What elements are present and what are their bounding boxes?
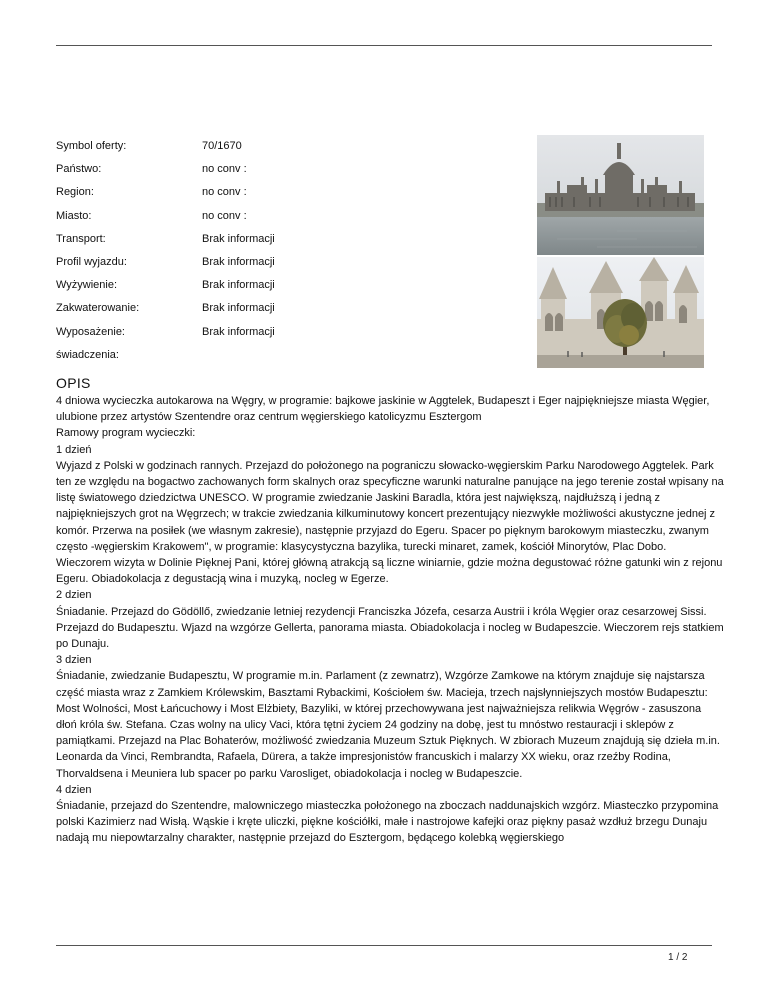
info-value: Brak informacji [202, 255, 275, 268]
info-label: Region: [56, 186, 94, 199]
info-row [56, 255, 516, 278]
paragraph: Śniadanie, zwiedzanie Budapesztu, W programie m.in. Parlament (z zewnatrz), Wzgórze Zamkowe na którym znajduje się najstarsza część miasta wraz z Zamkiem Królewskim, Basztami Rybackimi, Kościołem św. Macieja, trzech najsłynniejszych mostów Budapesztu: Most Wolności, Most Łańcuchowy i Most Elżbiety, Bazyliki, w której przechowywana jest najważniejsza relikwia Węgrów - zasuszona dłoń króla św. Stefana. Czas wolny na ulicy Vaci, która tętni życiem 24 godziny na dobę, jest tu mnóstwo restauracji i sklepów z pamiątkami. Przejazd na Plac Bohaterów, możliwość zwiedzania Muzeum Sztuk Pięknych. W zbiorach Muzeum znajdują się dzieła m.in. Leonarda da Vinci, Rembrandta, Rafaela, Dürera, a także impresjonistów francuskich i malarzy XX wieku, oraz rzeźby Rodina, Thorvaldsena i Meuniera lub spacer po parku Varosliget, obiadokolacja i nocleg w Budapeszcie. [56, 670, 720, 780]
info-label: Miasto: [56, 209, 92, 222]
info-label: Zakwaterowanie: [56, 302, 140, 315]
parliament-photo [537, 135, 704, 255]
info-label: Profil wyjazdu: [56, 255, 127, 268]
day-heading: 1 dzień [56, 443, 92, 456]
info-row [56, 348, 516, 371]
day-heading: 4 dzien [56, 783, 92, 796]
info-row [56, 301, 516, 324]
info-row [56, 185, 516, 208]
info-label: świadczenia: [56, 348, 119, 361]
info-label: Wyżywienie: [56, 279, 118, 292]
offer-info-table [56, 139, 516, 371]
info-value: Brak informacji [202, 302, 275, 315]
info-row [56, 232, 516, 255]
info-row [56, 209, 516, 232]
info-value: Brak informacji [202, 279, 275, 292]
info-label: Państwo: [56, 163, 102, 176]
day-heading: 2 dzien [56, 589, 92, 602]
section-heading: OPIS [56, 375, 91, 391]
info-value: no conv : [202, 209, 247, 222]
header-rule [56, 45, 712, 46]
info-row [56, 139, 516, 162]
footer-rule [56, 945, 712, 946]
info-value: 70/1670 [202, 140, 242, 152]
paragraph: Śniadanie, przejazd do Szentendre, malowniczego miasteczka położonego na zboczach naddunajskich wzgórz. Miasteczko przypomina polski Kazimierz nad Wisłą. Wąskie i kręte uliczki, piękne kościółki, małe i nastrojowe kafejki oraz piękny pasaż wzdłuż brzegu Dunaju nadają mu niepowtarzalny charakter, następnie przejazd do Esztergom, będącego kolebką węgierskiego [56, 800, 719, 845]
paragraph: 4 dniowa wycieczka autokarowa na Węgry, w programie: bajkowe jaskinie w Aggtelek, Budapeszt i Eger najpiękniejsze miasta Węgier, ulubione przez artystów Szentendre oraz centrum węgierskiego katolicyzmu Esztergom [56, 395, 710, 424]
info-label: Transport: [56, 232, 106, 245]
day-heading: 3 dzien [56, 654, 92, 667]
info-label: Wyposażenie: [56, 325, 125, 338]
info-value [202, 348, 516, 371]
info-value: no conv : [202, 163, 247, 176]
fishermans-bastion-photo [537, 257, 704, 368]
info-value: no conv : [202, 186, 247, 199]
info-label: Symbol oferty: [56, 140, 127, 152]
paragraph: Ramowy program wycieczki: [56, 427, 196, 440]
paragraph: Wyjazd z Polski w godzinach rannych. Przejazd do położonego na pograniczu słowacko-węgierskim Parku Narodowego Aggtelek. Park ten ze względu na bogactwo zachowanych form skalnych oraz specyficzne warunki naturalne panujące na jego terenie został wpisany na listę światowego dziedzictwa UNESCO. W programie zwiedzanie Jaskini Baradla, która jest największą, najdłuższą i jedną z najpiękniejszych grot na Węgrzech; w trakcie zwiedzania kilkuminutowy koncert prezentujący niezwykłe możliwości akustyczne jednej z komór. Przerwa na posiłek (we własnym zakresie), następnie przyjazd do Egeru. Spacer po pięknym barokowym miasteczku, zwanym często -węgierskim Krakowem", w programie: klasycystyczna bazylika, turecki minaret, zamek, kościół Minorytów, Plac Dobo. Wieczorem wizyta w Dolinie Pięknej Pani, której główną atrakcją są liczne winiarnie, gdzie można degustować różne gatunki win z rejonu Egeru. Obiadokolacja z degustacją wina i muzyką, nocleg w Egerze. [56, 459, 724, 586]
info-value: Brak informacji [202, 232, 275, 245]
info-row [56, 325, 516, 348]
info-value: Brak informacji [202, 325, 275, 338]
info-row [56, 162, 516, 185]
description-body [56, 393, 724, 847]
paragraph: Śniadanie. Przejazd do Gödöllő, zwiedzanie letniej rezydencji Franciszka Józefa, cesarza Austrii i króla Węgier oraz cesarzowej Sissi. Przejazd do Budapesztu. Wjazd na wzgórze Gellerta, panorama miasta. Obiadokolacja i nocleg w Budapeszcie. Wieczorem rejs statkiem po Dunaju. [56, 605, 724, 651]
info-row [56, 278, 516, 301]
page-number: 1 / 2 [668, 952, 688, 963]
